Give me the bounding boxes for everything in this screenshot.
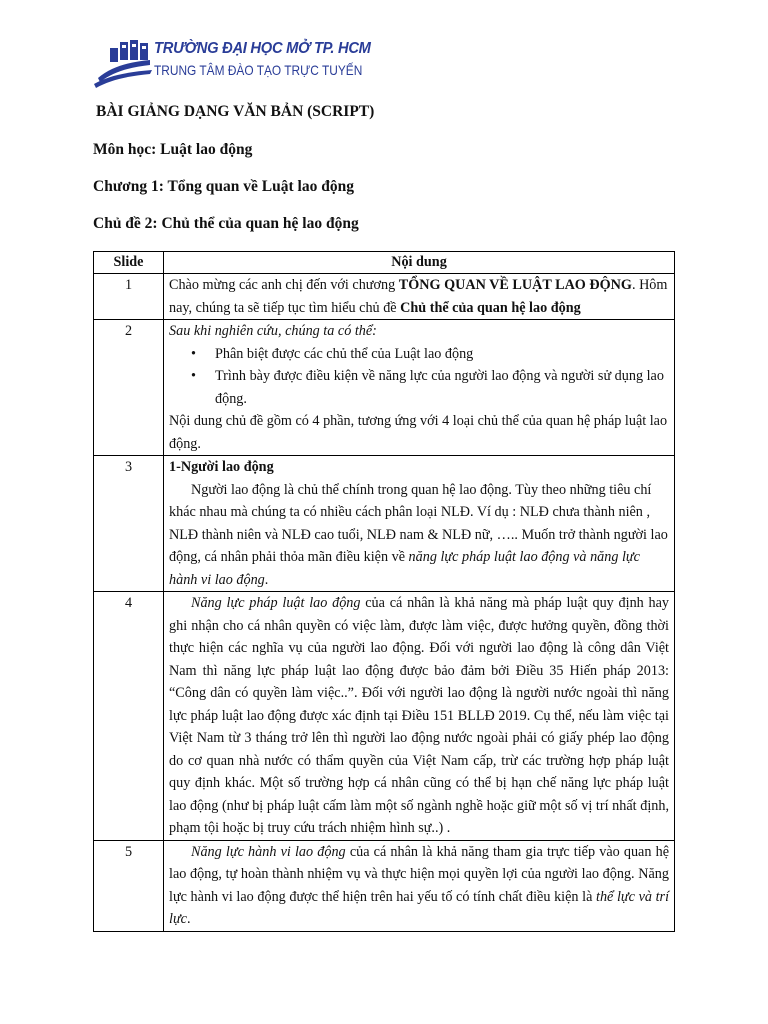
chapter-line: Chương 1: Tổng quan về Luật lao động (93, 178, 354, 195)
slide-content (164, 840, 675, 931)
slide-content (164, 274, 675, 320)
objectives-intro: Sau khi nghiên cứu, chúng ta có thể: (169, 323, 377, 339)
table-row (94, 840, 675, 931)
table-header-row (94, 252, 675, 274)
row-text: . (186, 911, 191, 927)
logo-center-name: TRUNG TÂM ĐÀO TẠO TRỰC TUYẾN (154, 62, 363, 78)
slide-content (164, 592, 675, 841)
row-text: . (264, 571, 269, 588)
logo-university-name: TRƯỜNG ĐẠI HỌC MỞ TP. HCM (154, 40, 371, 57)
row-text: Chào mừng các anh chị đến với chương (169, 277, 399, 293)
topic-emphasis: Chủ thể của quan hệ lao động (400, 299, 581, 316)
university-logo (92, 38, 371, 92)
slide-number: 5 (94, 840, 164, 931)
list-item: • Trình bày được điều kiện về năng lực của người lao động và người sử dụng lao động. (215, 365, 669, 410)
table-row (94, 274, 675, 320)
section-heading: 1-Người lao động (169, 459, 274, 475)
italic-term: Năng lực hành vi lao động (191, 843, 346, 860)
paragraph (169, 592, 669, 840)
open-book-logo-icon (92, 38, 154, 92)
slide-number: 1 (94, 274, 164, 320)
chapter-emphasis: TỔNG QUAN VỀ LUẬT LAO ĐỘNG (398, 277, 632, 293)
document-title: BÀI GIẢNG DẠNG VĂN BẢN (SCRIPT) (96, 103, 375, 120)
row-text: . Hôm nay, chúng ta sẽ tiếp tục tìm hiểu chủ đề (169, 277, 668, 316)
slide-number: 3 (94, 456, 164, 592)
paragraph (169, 479, 669, 592)
topic-line: Chủ đề 2: Chủ thể của quan hệ lao động (93, 215, 359, 232)
italic-term: năng lực pháp luật lao động và năng lực hành vi lao động (169, 549, 640, 588)
slide-content (164, 320, 675, 456)
row-text: của cá nhân là khả năng tham gia trực tiếp vào quan hệ lao động, tự hoàn thành nhiệm vụ và thực hiện mọi quyền lợi của người lao động. Năng lực hành vi lao động được thể hiện trên hai yếu tố có tính chất điều kiện là (169, 843, 669, 905)
row-text: của cá nhân là khả năng mà pháp luật quy định hay ghi nhận cho cá nhân quyền có việc làm, được làm việc, được hưởng quyền, đồng thời thực hiện các nghĩa vụ của người lao động. Đối với người lao động là công dân Việt Nam thì năng lực pháp luật lao động được bảo đảm bởi Điều 35 Hiến pháp 2013: “Công dân có quyền làm việc..”. Đối với người lao động là người nước ngoài thì năng lực pháp luật lao động được xác định tại Điều 151 BLLĐ 2019. Cụ thể, nếu làm việc tại Việt Nam từ 3 tháng trở lên thì người lao động nước ngoài phải có giấy phép lao động do cơ quan nhà nước có thẩm quyền của Việt Nam cấp, trừ các trường hợp pháp luật quy định khác. Một số trường hợp cá nhân cũng có thể bị hạn chế năng lực pháp luật lao động (như bị pháp luật cấm làm một số ngành nghề hoặc giữ một số vị trí nhất định, phạm tội hoặc bị truy cứu trách nhiệm hình sự..) . (169, 595, 670, 836)
slide-number: 4 (94, 592, 164, 841)
column-header-slide: Slide (94, 252, 164, 274)
italic-term: Năng lực pháp luật lao động (191, 595, 361, 611)
objectives-list (169, 343, 669, 411)
column-header-content: Nội dung (164, 252, 675, 274)
content-summary: Nội dung chủ đề gồm có 4 phần, tương ứng với 4 loại chủ thể của quan hệ pháp luật lao động. (169, 413, 668, 452)
italic-term: thể lực và trí lực (169, 888, 670, 927)
list-item: • Phân biệt được các chủ thể của Luật lao động (215, 343, 669, 366)
script-table (93, 251, 675, 932)
slide-content (164, 456, 675, 592)
subject-line: Môn học: Luật lao động (93, 141, 253, 158)
table-row (94, 592, 675, 841)
table-row (94, 456, 675, 592)
paragraph (169, 841, 669, 931)
slide-number: 2 (94, 320, 164, 456)
row-text: Người lao động là chủ thể chính trong quan hệ lao động. Tùy theo những tiêu chí khác nhau mà chúng ta có nhiều cách phân loại NLĐ. Ví dụ : NLĐ chưa thành niên , NLĐ thành niên và NLĐ cao tuổi, NLĐ nam & NLĐ nữ, ….. Muốn trở thành người lao động, cá nhân phải thỏa mãn điều kiện về (169, 481, 668, 565)
table-row (94, 320, 675, 456)
